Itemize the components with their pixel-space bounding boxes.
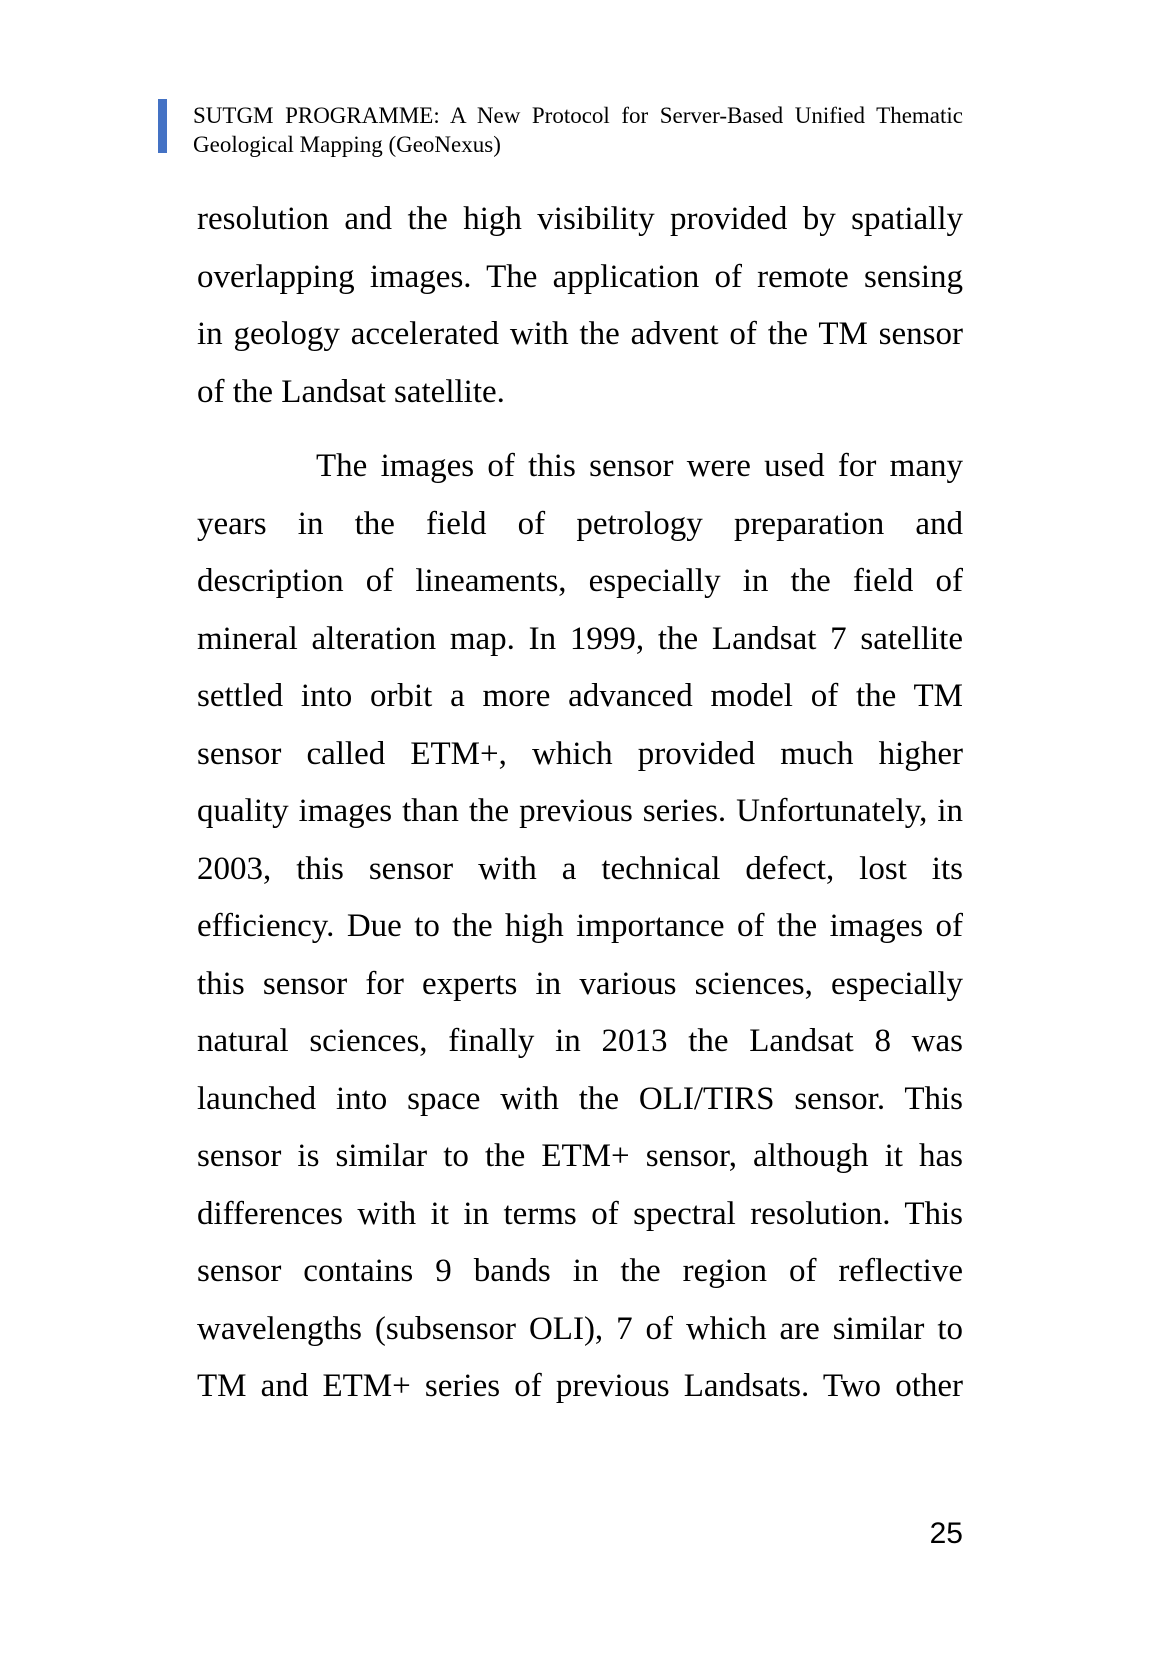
text-line: this sensor for experts in various sciences, especially [197, 965, 963, 1002]
text-line: of the Landsat satellite. [197, 373, 505, 410]
text-line: The images of this sensor were used for many [316, 448, 963, 484]
text-line: overlapping images. The application of remote sensing [197, 258, 963, 295]
running-header [193, 101, 963, 159]
text-line: differences with it in terms of spectral resolution. This [197, 1195, 963, 1232]
page-number: 25 [929, 1517, 963, 1550]
text-line: sensor is similar to the ETM+ sensor, although it has [197, 1138, 963, 1174]
text-line: mineral alteration map. In 1999, the Landsat 7 satellite [197, 620, 963, 657]
text-line: launched into space with the OLI/TIRS sensor. This [197, 1080, 963, 1117]
text-line: years in the field of petrology preparation and [197, 505, 963, 542]
text-line: TM and ETM+ series of previous Landsats. Two other [197, 1368, 963, 1404]
text-line: sensor contains 9 bands in the region of reflective [197, 1253, 963, 1289]
text-line: natural sciences, finally in 2013 the Landsat 8 was [197, 1023, 963, 1059]
text-line: settled into orbit a more advanced model of the TM [197, 678, 963, 714]
text-line: description of lineaments, especially in the field of [197, 563, 963, 599]
text-line: 2003, this sensor with a technical defect, lost its [197, 850, 963, 887]
text-line: sensor called ETM+, which provided much higher [197, 735, 963, 772]
text-line: in geology accelerated with the advent of the TM sensor [197, 316, 963, 352]
paragraph-1 [197, 191, 963, 421]
text-line: quality images than the previous series. Unfortunately, in [197, 793, 963, 829]
header-accent-bar [158, 99, 167, 153]
body-text [197, 191, 963, 1416]
running-header-line-2: Geological Mapping (GeoNexus) [193, 132, 501, 157]
paragraph-2 [197, 438, 963, 1416]
text-line: wavelengths (subsensor OLI), 7 of which are similar to [197, 1310, 963, 1347]
text-line: resolution and the high visibility provided by spatially [197, 201, 963, 237]
text-line: efficiency. Due to the high importance of the images of [197, 908, 963, 944]
running-header-line-1: SUTGM PROGRAMME: A New Protocol for Server-Based Unified Thematic [193, 103, 963, 128]
